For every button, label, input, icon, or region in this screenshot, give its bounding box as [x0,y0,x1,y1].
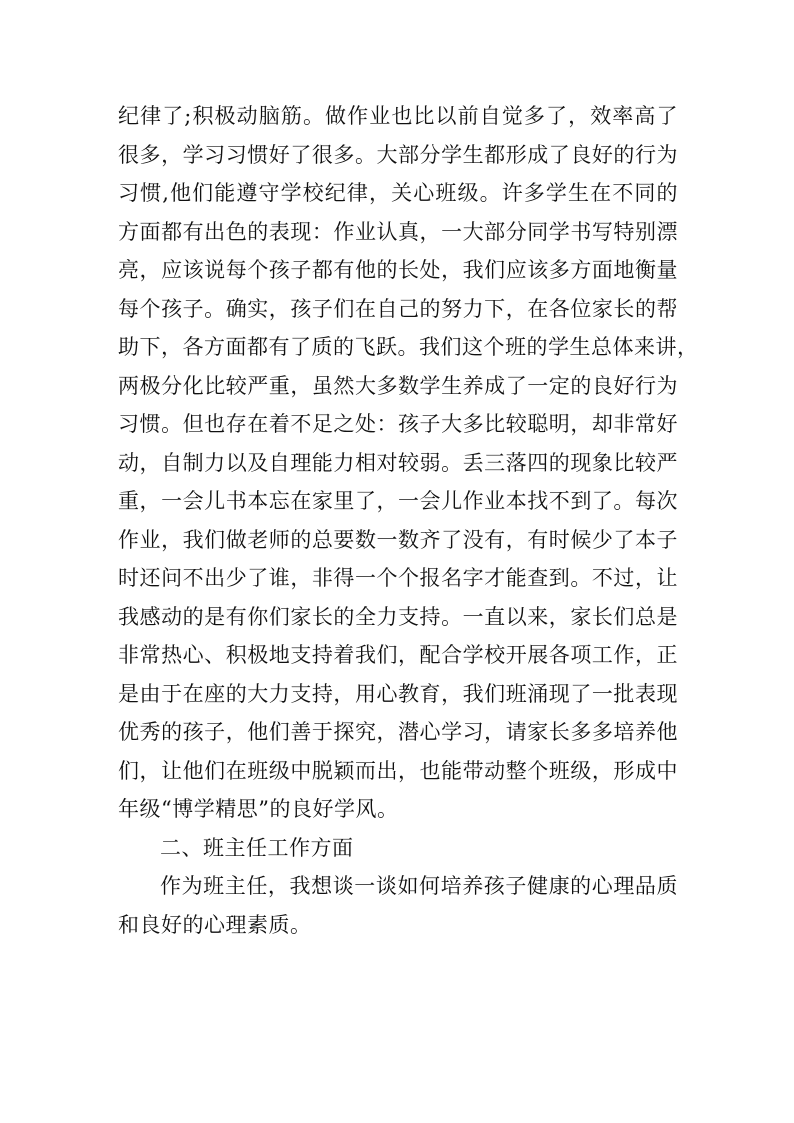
text-line: 方面都有出色的表现：作业认真，一大部分同学书写特别漂 [118,219,678,244]
text-line: 动，自制力以及自理能力相对较弱。丢三落四的现象比较严 [118,450,678,475]
text-line: 是由于在座的大力支持，用心教育，我们班涌现了一批表现 [118,681,678,706]
text-line: 每个孩子。确实，孩子们在自己的努力下，在各位家长的帮 [118,296,678,321]
text-line: 非常热心、积极地支持着我们，配合学校开展各项工作，正 [118,643,678,667]
text-line: 很多，学习习惯好了很多。大部分学生都形成了良好的行为 [118,142,678,167]
text-line: 习惯。但也存在着不足之处：孩子大多比较聪明，却非常好 [118,412,678,436]
text-line: 作为班主任，我想谈一谈如何培养孩子健康的心理品质 [160,874,678,898]
text-line: 优秀的孩子，他们善于探究，潜心学习，请家长多多培养他 [118,720,678,744]
text-line: 纪律了;积极动脑筋。做作业也比以前自觉多了，效率高了 [118,104,678,128]
section-heading: 二、班主任工作方面 [160,835,354,860]
paragraph-2 [118,867,678,944]
text-line: 重，一会儿书本忘在家里了，一会儿作业本找不到了。每次 [118,489,678,513]
text-line: 亮，应该说每个孩子都有他的长处，我们应该多方面地衡量 [118,258,678,282]
text-line: 年级“博学精思”的良好学风。 [118,797,399,821]
paragraph-1 [118,97,699,829]
text-line: 和良好的心理素质。 [118,912,312,937]
text-line: 两极分化比较严重，虽然大多数学生养成了一定的良好行为 [118,373,678,398]
text-line: 习惯,他们能遵守学校纪律，关心班级。许多学生在不同的 [118,181,678,205]
text-line: 我感动的是有你们家长的全力支持。一直以来，家长们总是 [118,604,678,629]
text-line: 助下，各方面都有了质的飞跃。我们这个班的学生总体来讲， [118,335,699,359]
text-line: 作业，我们做老师的总要数一数齐了没有，有时候少了本子 [118,527,678,552]
text-line: 们，让他们在班级中脱颖而出，也能带动整个班级，形成中 [118,758,678,783]
text-line: 时还问不出少了谁，非得一个个报名字才能查到。不过，让 [118,566,678,590]
document-body [118,97,699,944]
